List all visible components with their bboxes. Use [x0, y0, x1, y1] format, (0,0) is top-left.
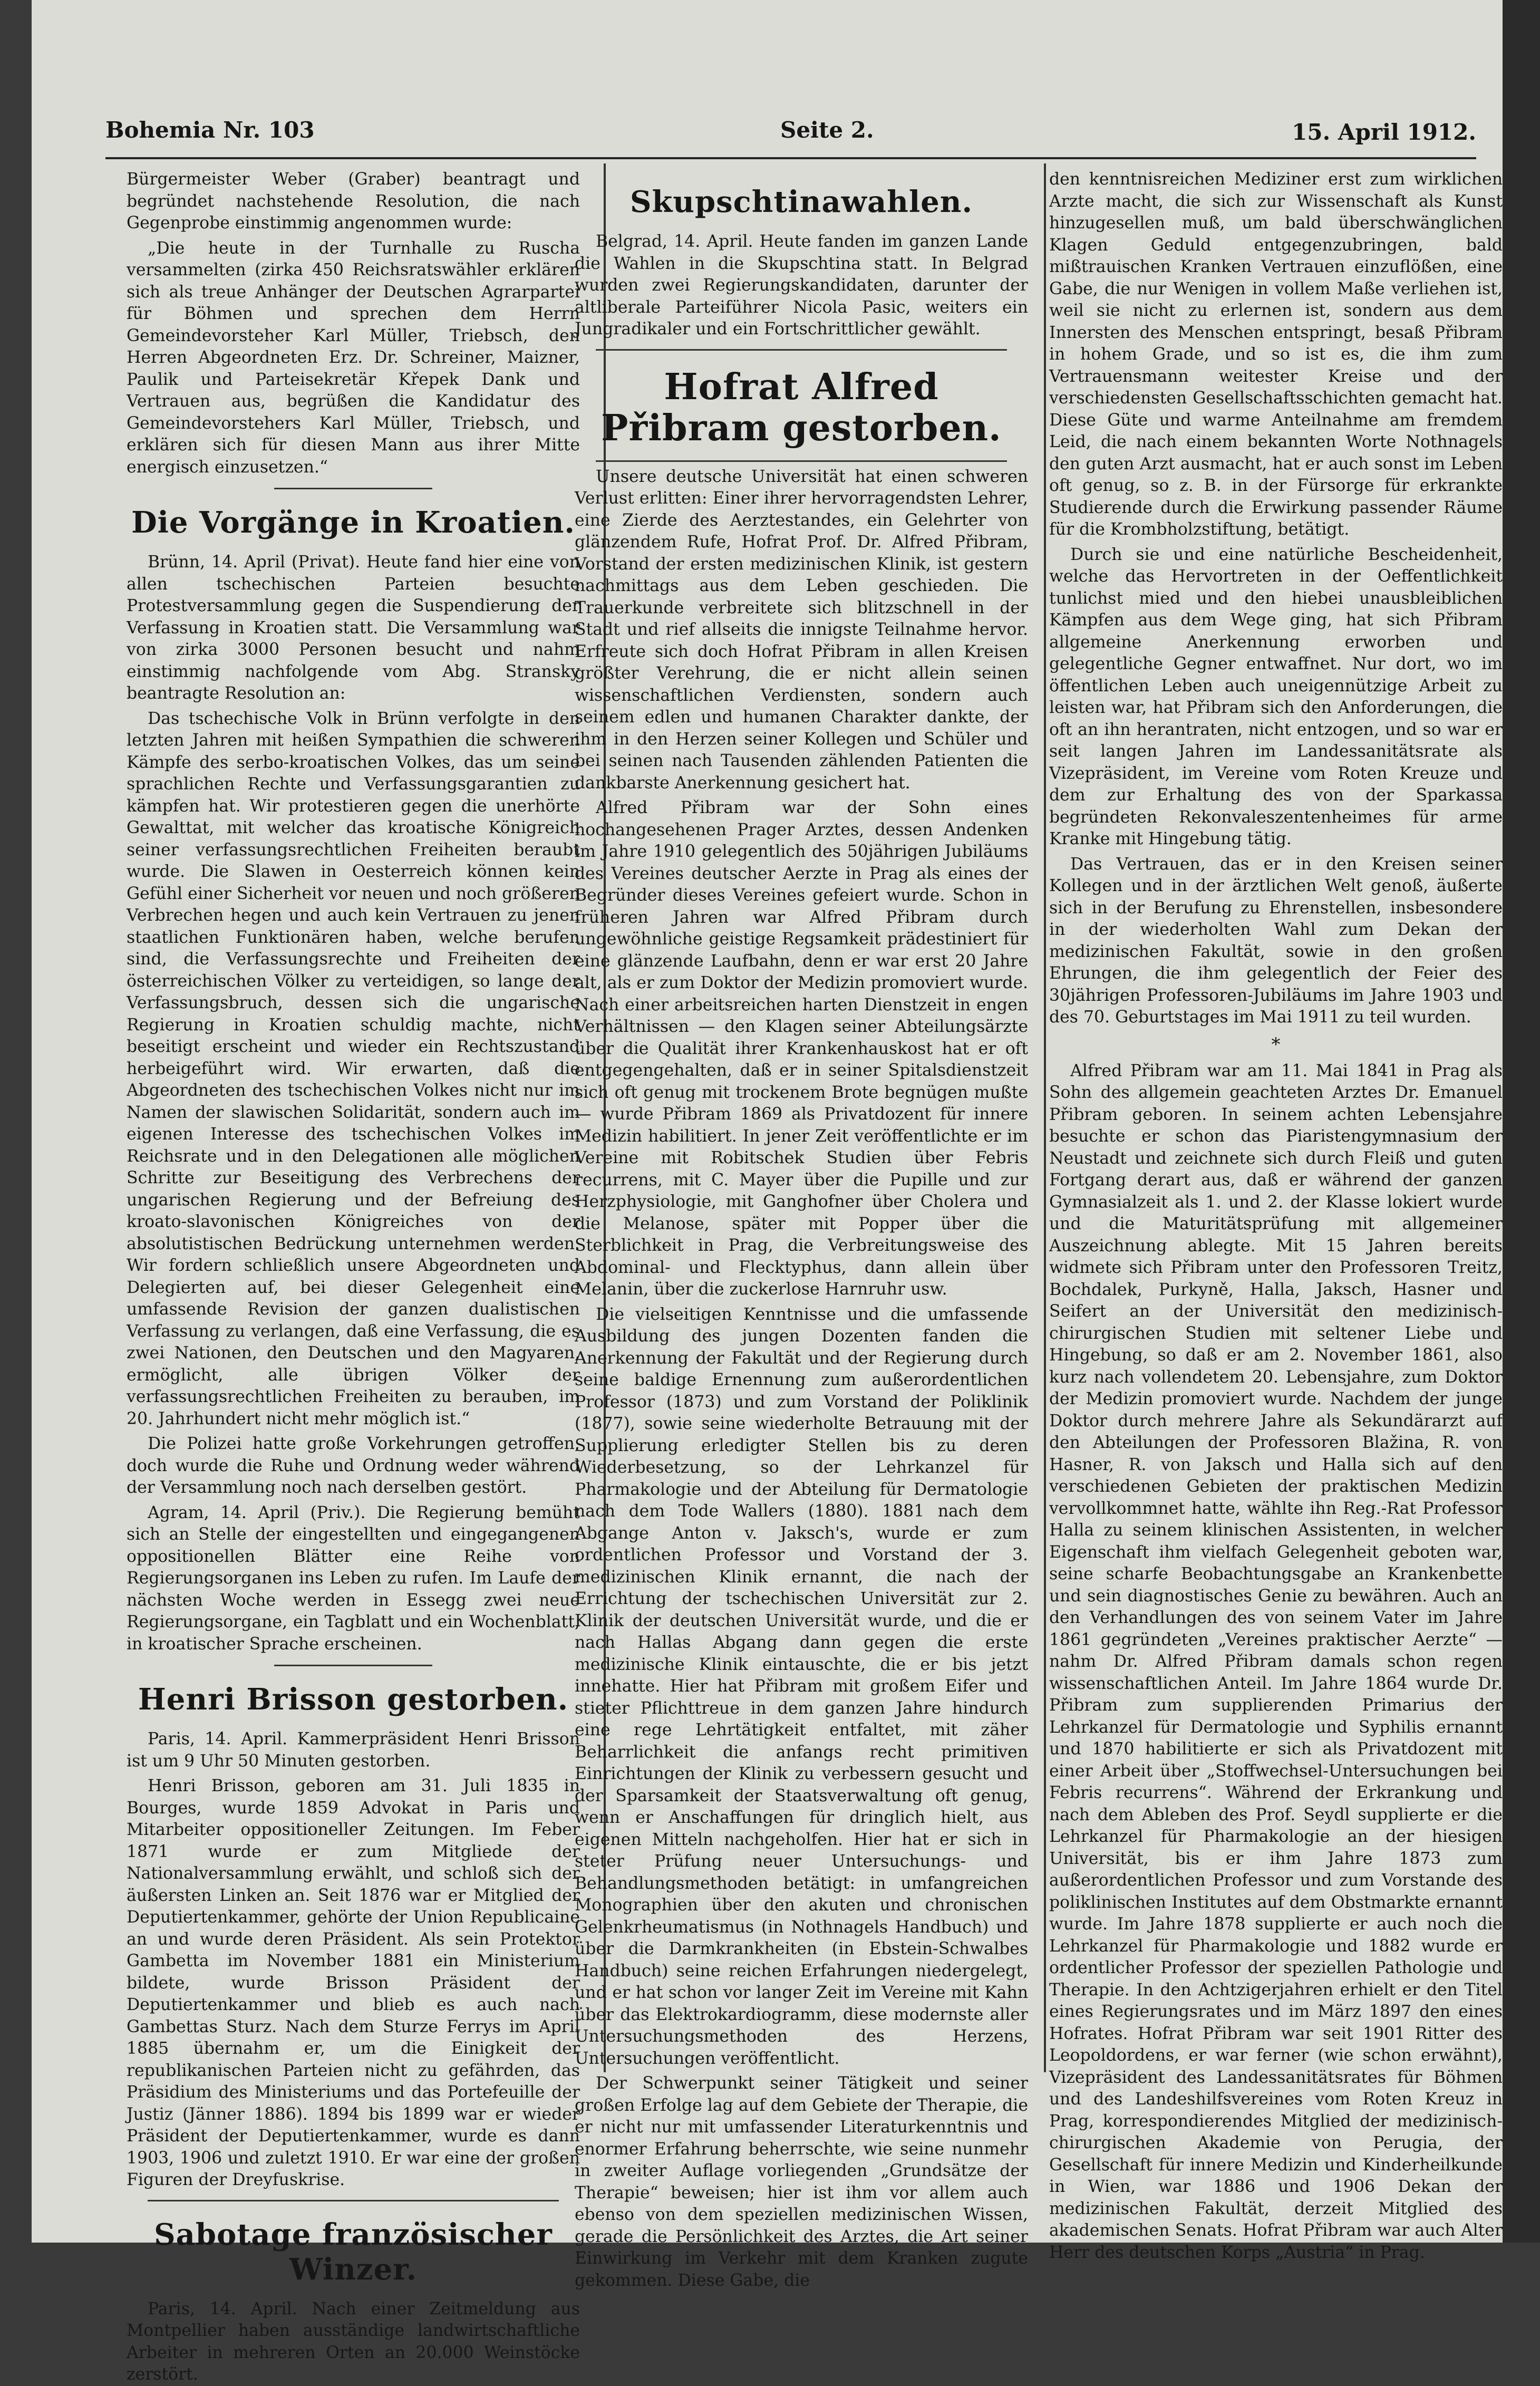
column-middle — [575, 169, 1028, 2290]
page-number: Seite 2. — [780, 117, 874, 143]
masthead-issue: Bohemia Nr. 103 — [105, 117, 315, 143]
headline-pribram: Hofrat Alfred Přibram gestorben. — [601, 365, 1002, 449]
article-text: Unsere deutsche Universität hat einen schweren Verlust erlitten: Einer ihrer hervorragendsten Lehrer, eine Zierde des Aerztestandes, ein Gelehrter von glänzendem Rufe, Hofrat Prof. Dr. Alfred Přibram, Vorstand der ersten medizinischen Klinik, ist gestern nachmittags aus dem Leben geschieden. Die Trauerkunde verbreitete sich blitzschnell in der Stadt und rief allseits die innigste Teilnahme hervor. Erfreute sich doch Hofrat Přibram in allen Kreisen größter Verehrung, die er nicht allein seinen wissenschaftlichen Verdiensten, sondern auch seinem edlen und humanen Charakter dankte, der ihm in den Herzen seiner Kollegen und Schüler und bei seinen nach Tausenden zählenden Patienten die dankbarste Anerkennung gesichert hat. — [575, 467, 1028, 793]
issue-date: 15. April 1912. — [1292, 119, 1476, 145]
separator — [596, 460, 1007, 462]
article-text: den kenntnisreichen Mediziner erst zum wirklichen Arzte macht, die sich zur Wissenschaft als Kunst hinzugesellen muß, um bald überschwänglichen Klagen Geduld entgegenzubringen, bald mißtrauischen Kranken Vertrauen einzuflößen, eine Gabe, die nur Wenigen in vollem Maße verliehen ist, weil sie nicht zu erlernen ist, sondern aus dem Innersten des Menschen entspringt, besaß Přibram in hohem Grade, und so ist es, die ihm zum Vertrauensmann weitester Kreise und der verschiedensten Gesellschaftsschichten gemacht hat. Diese Güte und warme Anteilnahme am fremdem Leid, die nach einem bekannten Worte Nothnagels den guten Arzt ausmacht, hat er auch sonst im Leben oft genug, so z. B. in der Fürsorge für erkrankte Studierende durch die Erwirkung passender Räume für die Krombholzstiftung, betätigt. — [1049, 170, 1503, 539]
separator — [274, 1665, 432, 1666]
column-rule-2 — [1044, 163, 1046, 2072]
article-text: Durch sie und eine natürliche Bescheidenheit, welche das Hervortreten in der Oeffentlichkeit tunlichst mied und den hiebei unausbleiblichen Kämpfen aus dem Wege ging, hat sich Přibram allgemeine Anerkennung erworben und gelegentliche Gegner entwaffnet. Nur dort, wo im öffentlichen Leben auch uneigennützige Arbeit zu leisten war, hat Přibram sich den Anforderungen, die oft an ihn herantraten, nicht entzogen, und so war er seit langen Jahren im Landessanitätsrate als Vizepräsident, im Vereine vom Roten Kreuze und dem zur Erhaltung des von der Sparkassa begründeten Rekonvaleszentenheimes für arme Kranke mit Hingebung tätig. — [1049, 545, 1503, 848]
article-text: „Die heute in der Turnhalle zu Ruscha versammelten (zirka 450 Reichsratswähler erklären sich als treue Anhänger der Deutschen Agrarpartei für Böhmen und sprechen dem Herrn Gemeindevorsteher Karl Müller, Triebsch, den Herren Abgeordneten Erz. Dr. Schreiner, Maizner, Paulik und Parteisekretär Křepek Dank und Vertrauen aus, begrüßen die Kandidatur des Gemeindevorstehers Karl Müller, Triebsch, und erklären sich für diesen Mann aus ihrer Mitte energisch einzusetzen.“ — [127, 238, 580, 477]
separator — [274, 488, 432, 489]
column-left — [127, 169, 580, 2384]
article-text: Agram, 14. April (Priv.). Die Regierung bemüht sich an Stelle der eingestellten und eingegangenen oppositionellen Blätter eine Reihe von Regierungsorganen ins Leben zu rufen. Im Laufe der nächsten Woche werden in Essegg zwei neue Regierungsorgane, ein Tagblatt und ein Wochenblatt, in kroatischer Sprache erscheinen. — [127, 1503, 580, 1654]
article-text: Das tschechische Volk in Brünn verfolgte in den letzten Jahren mit heißen Sympathien die schweren Kämpfe des serbo-kroatischen Volkes, das um seine sprachlichen Rechte und Verfassungsgarantien zu kämpfen hat. Wir protestieren gegen die unerhörte Gewalttat, mit welcher das kroatische Königreich seiner verfassungsrechtlichen Freiheiten beraubt wurde. Die Slawen in Oesterreich können kein Gefühl einer Sicherheit vor neuen und noch größeren Verbrechen hegen und auch kein Vertrauen zu jenen staatlichen Funktionären haben, welche berufen sind, die Verfassungsrechte und Freiheiten der österreichischen Völker zu verteidigen, so lange der Verfassungsbruch, dessen sich die ungarische Regierung in Kroatien schuldig machte, nicht beseitigt erscheint und wieder ein Rechtszustand herbeigeführt wird. Wir erwarten, daß die Abgeordneten des tschechischen Volkes nicht nur im Namen der slawischen Solidarität, sondern auch im eigenen Interesse des tschechischen Volkes im Reichsrate und in den Delegationen alle möglichen Schritte zur Beseitigung des Verbrechens der ungarischen Regierung und der Befreiung des kroato-slavonischen Königreiches von der absolutistischen Bedrückung unternehmen werden. Wir fordern schließlich unsere Abgeordneten und Delegierten auf, bei dieser Gelegenheit eine umfassende Revision der ganzen dualistischen Verfassung zu verlangen, daß eine Verfassung, die es zwei Nationen, den Deutschen und den Magyaren, ermöglicht, alle übrigen Völker der verfassungsrechtlichen Freiheiten zu berauben, im 20. Jahrhundert nicht mehr möglich ist.“ — [127, 709, 580, 1428]
header-rule — [105, 157, 1476, 159]
separator — [148, 2200, 559, 2201]
article-text: Henri Brisson, geboren am 31. Juli 1835 in Bourges, wurde 1859 Advokat in Paris und Mitarbeiter oppositioneller Zeitungen. Im Feber 1871 wurde er zum Mitgliede der Nationalversammlung erwählt, und schloß sich der äußersten Linken an. Seit 1876 war er Mitglied der Deputiertenkammer, gehörte der Union Republicaine an und wurde deren Präsident. Als sein Protektor Gambetta im November 1881 ein Ministerium bildete, wurde Brisson Präsident der Deputiertenkammer und blieb es auch nach Gambettas Sturz. Nach dem Sturze Ferrys im April 1885 übernahm er, um die Einigkeit der republikanischen Parteien nicht zu gefährden, das Präsidium des Ministeriums und das Portefeuille der Justiz (Jänner 1886). 1894 bis 1899 war er wieder Präsident der Deputiertenkammer, wurde es dann 1903, 1906 und zuletzt 1910. Er war eine der großen Figuren der Dreyfuskrise. — [127, 1776, 580, 2189]
article-text: Die Polizei hatte große Vorkehrungen getroffen, doch wurde die Ruhe und Ordnung weder während der Versammlung noch nach derselben gestört. — [127, 1434, 580, 1497]
section-stars: * — [1271, 1033, 1281, 1055]
article-text: Paris, 14. April. Kammerpräsident Henri Brisson ist um 9 Uhr 50 Minuten gestorben. — [127, 1730, 580, 1771]
article-text: Alfred Přibram war am 11. Mai 1841 in Prag als Sohn des allgemein geachteten Arztes Dr. Emanuel Přibram geboren. In seinem achten Lebensjahre besuchte er schon das Piaristengymnasium der Neustadt und zeichnete sich durch Fleiß und guten Fortgang derart aus, daß er während der ganzen Gymnasialzeit als 1. und 2. der Klasse lokiert wurde und die Maturitätsprüfung mit allgemeiner Auszeichnung ablegte. Mit 15 Jahren bereits widmete sich Přibram unter den Professoren Treitz, Bochdalek, Purkyně, Halla, Jaksch, Hasner und Seifert an der Universität den medizinisch-chirurgischen Studien mit seltener Liebe und Hingebung, so daß er am 2. November 1861, also kurz nach vollendetem 20. Lebensjahre, zum Doktor der Medizin promoviert wurde. Nachdem der junge Doktor durch mehrere Jahre als Sekundärarzt auf den Abteilungen der Professoren Blažina, R. von Hasner, R. von Jaksch und Halla sich auf den verschiedenen Gebieten der praktischen Medizin vervollkommnet hatte, wählte ihn Reg.-Rat Professor Halla zu seinem klinischen Assistenten, in welcher Eigenschaft ihm vielfach Gelegenheit geboten war, seine scharfe Beobachtungsgabe an Krankenbette und sein diagnostisches Genie zu bewähren. Auch an den Verhandlungen des von seinem Vater im Jahre 1861 gegründeten „Vereines praktischer Aerzte“ — nahm Dr. Alfred Přibram damals schon regen wissenschaftlichen Anteil. Im Jahre 1864 wurde Dr. Přibram zum supplierenden Primarius der Lehrkanzel für Dermatologie und Syphilis ernannt und 1870 habilitierte er sich als Privatdozent mit einer Arbeit über „Stoffwechsel-Untersuchungen bei Febris recurrens“. Während der Erkrankung und nach dem Ableben des Prof. Seydl supplierte er die Lehrkanzel für Pharmakologie an der hiesigen Universität, bis er ihm Jahre 1873 zum außerordentlichen Professor und zum Vorstande des poliklinischen Institutes auf dem Obstmarkte ernannt wurde. Im Jahre 1878 supplierte er auch noch die Lehrkanzel für Pharmakologie und 1882 wurde er ordentlicher Professor der speziellen Pathologie und Therapie. In den Achtzigerjahren erhielt er den Titel eines Regierungsrates und im März 1897 den eines Hofrates. Hofrat Přibram war seit 1901 Ritter des Leopoldordens, er war ferner (wie schon erwähnt), Vizepräsident des Landessanitätsrates für Böhmen und des Landeshilfsvereines vom Roten Kreuz in Prag, korrespondierendes Mitglied der medizinisch-chirurgischen Akademie von Perugia, der Gesellschaft für innere Medizin und Kinderheilkunde in Wien, war 1886 und 1906 Dekan der medizinischen Fakultät, derzeit Mitglied des akademischen Senats. Hofrat Přibram war auch Alter Herr des deutschen Korps „Austria“ in Prag. — [1049, 1061, 1503, 2262]
separator — [596, 349, 1007, 351]
article-text: Der Schwerpunkt seiner Tätigkeit und seiner großen Erfolge lag auf dem Gebiete der Therapie, die er nicht nur mit umfassender Literaturkenntnis und enormer Erfahrung beherrschte, wie seine nunmehr in zweiter Auflage vorliegenden „Grundsätze der Therapie“ beweisen; hier ist ihm vor allem auch ebenso von dem speziellen medizinischen Wissen, gerade die Persönlichkeit des Arztes, die Art seiner Einwirkung im Verkehr mit dem Kranken zugute gekommen. Diese Gabe, die — [575, 2074, 1028, 2290]
page-header — [105, 112, 1476, 149]
column-right — [1049, 169, 1503, 2262]
headline-sabotage: Sabotage französischer Winzer. — [154, 2217, 553, 2287]
article-text: Das Vertrauen, das er in den Kreisen seiner Kollegen und in der ärztlichen Welt genoß, äußerte sich in der Berufung zu Ehrenstellen, insbesondere in der wiederholten Wahl zum Dekan der medizinischen Fakultät, sowie in den großen Ehrungen, die ihm gelegentlich der Feier des 30jährigen Professoren-Jubiläums im Jahre 1903 und des 70. Geburtstages im Mai 1911 zu teil wurden. — [1049, 854, 1503, 1027]
headline-brisson: Henri Brisson gestorben. — [138, 1682, 569, 1717]
article-text: Brünn, 14. April (Privat). Heute fand hier eine von allen tschechischen Parteien besuchte Protestversammlung gegen die Suspendierung der Verfassung in Kroatien statt. Die Versammlung war von zirka 3000 Personen besucht und nahm einstimmig nachfolgende vom Abg. Stransky beantragte Resolution an: — [127, 553, 580, 703]
scan-edge — [1503, 0, 1540, 2243]
article-text: Die vielseitigen Kenntnisse und die umfassende Ausbildung des jungen Dozenten fanden die Anerkennung der Fakultät und der Regierung durch seine baldige Ernennung zum außerordentlichen Professor (1873) und zum Vorstand der Poliklinik (1877), sowie seine wiederholte Betrauung mit der Supplierung erledigter Stellen bis zu deren Wiederbesetzung, so der Lehrkanzel für Pharmakologie und der Abteilung für Dermatologie nach dem Tode Wallers (1880). 1881 nach dem Abgange Anton v. Jaksch's, wurde er zum ordentlichen Professor und Vorstand der 3. medizinischen Klinik ernannt, die nach der Errichtung der tschechischen Universität zur 2. Klinik der deutschen Universität wurde, und die er nach Hallas Abgang dann gegen die erste medizinische Klinik eintauschte, die er bis jetzt innehatte. Hier hat Přibram mit großem Eifer und stieter Pflichttreue in dem ganzen Jahre hindurch eine rege Lehrtätigkeit entfaltet, mit zäher Beharrlichkeit die anfangs recht primitiven Einrichtungen der Klinik zu verbessern gesucht und der Sparsamkeit der Staatsverwaltung oft genug, wenn er Anschaffungen für dringlich hielt, aus eigenen Mitteln nachgeholfen. Hier hat er sich in steter Prüfung neuer Untersuchungs- und Behandlungsmethoden betätigt: in umfangreichen Monographien über den akuten und chronischen Gelenkrheumatismus (in Nothnagels Handbuch) und über die Darmkrankheiten (in Ebstein-Schwalbes Handbuch) seine reichen Erfahrungen niedergelegt, und er hat schon vor langer Zeit im Vereine mit Kahn über das Elektrokardiogramm, diese modernste aller Untersuchungsmethoden des Herzens, Untersuchungen veröffentlicht. — [575, 1305, 1028, 2068]
headline-kroatien: Die Vorgänge in Kroatien. — [131, 505, 575, 540]
headline-skupschtina: Skupschtinawahlen. — [630, 185, 973, 219]
article-text: Belgrad, 14. April. Heute fanden im ganzen Lande die Wahlen in die Skupschtina statt. In Belgrad wurden zwei Regierungskandidaten, darunter der altliberale Parteiführer Nicola Pasic, weiters ein Jungradikaler und ein Fortschrittlicher gewählt. — [575, 232, 1028, 339]
article-text: Bürgermeister Weber (Graber) beantragt und begründet nachstehende Resolution, die nach Gegenprobe einstimmig angenommen wurde: — [127, 170, 580, 233]
article-text: Paris, 14. April. Nach einer Zeitmeldung aus Montpellier haben ausständige landwirtschaftliche Arbeiter in mehreren Orten an 20.000 Weinstöcke zerstört. — [127, 2299, 580, 2384]
article-text: Alfred Přibram war der Sohn eines hochangesehenen Prager Arztes, dessen Andenken im Jahre 1910 gelegentlich des 50jährigen Jubiläums des Vereines deutscher Aerzte in Prag als eines der Begründer dieses Vereines gefeiert wurde. Schon in früheren Jahren war Alfred Přibram durch ungewöhnliche geistige Regsamkeit prädestiniert für eine glänzende Laufbahn, denn er war erst 20 Jahre alt, als er zum Doktor der Medizin promoviert wurde. Nach einer arbeitsreichen harten Dienstzeit in engen Verhältnissen — den Klagen seiner Abteilungsärzte über die Qualität ihrer Krankenhauskost hat er oft entgegengehalten, daß er in seiner Spitalsdienstzeit sich oft genug mit trockenem Brote begnügen mußte — wurde Přibram 1869 als Privatdozent für innere Medizin habilitiert. In jener Zeit veröffentlichte er im Vereine mit Robitschek Studien über Febris recurrens, mit C. Mayer über die Pupille und zur Herzphysiologie, mit Ganghofner über Cholera und die Melanose, später mit Popper über die Sterblichkeit in Prag, die Verbreitungsweise des Abdominal- und Flecktyphus, dann allein über Melanin, über die zuckerlose Harnruhr usw. — [575, 798, 1028, 1299]
